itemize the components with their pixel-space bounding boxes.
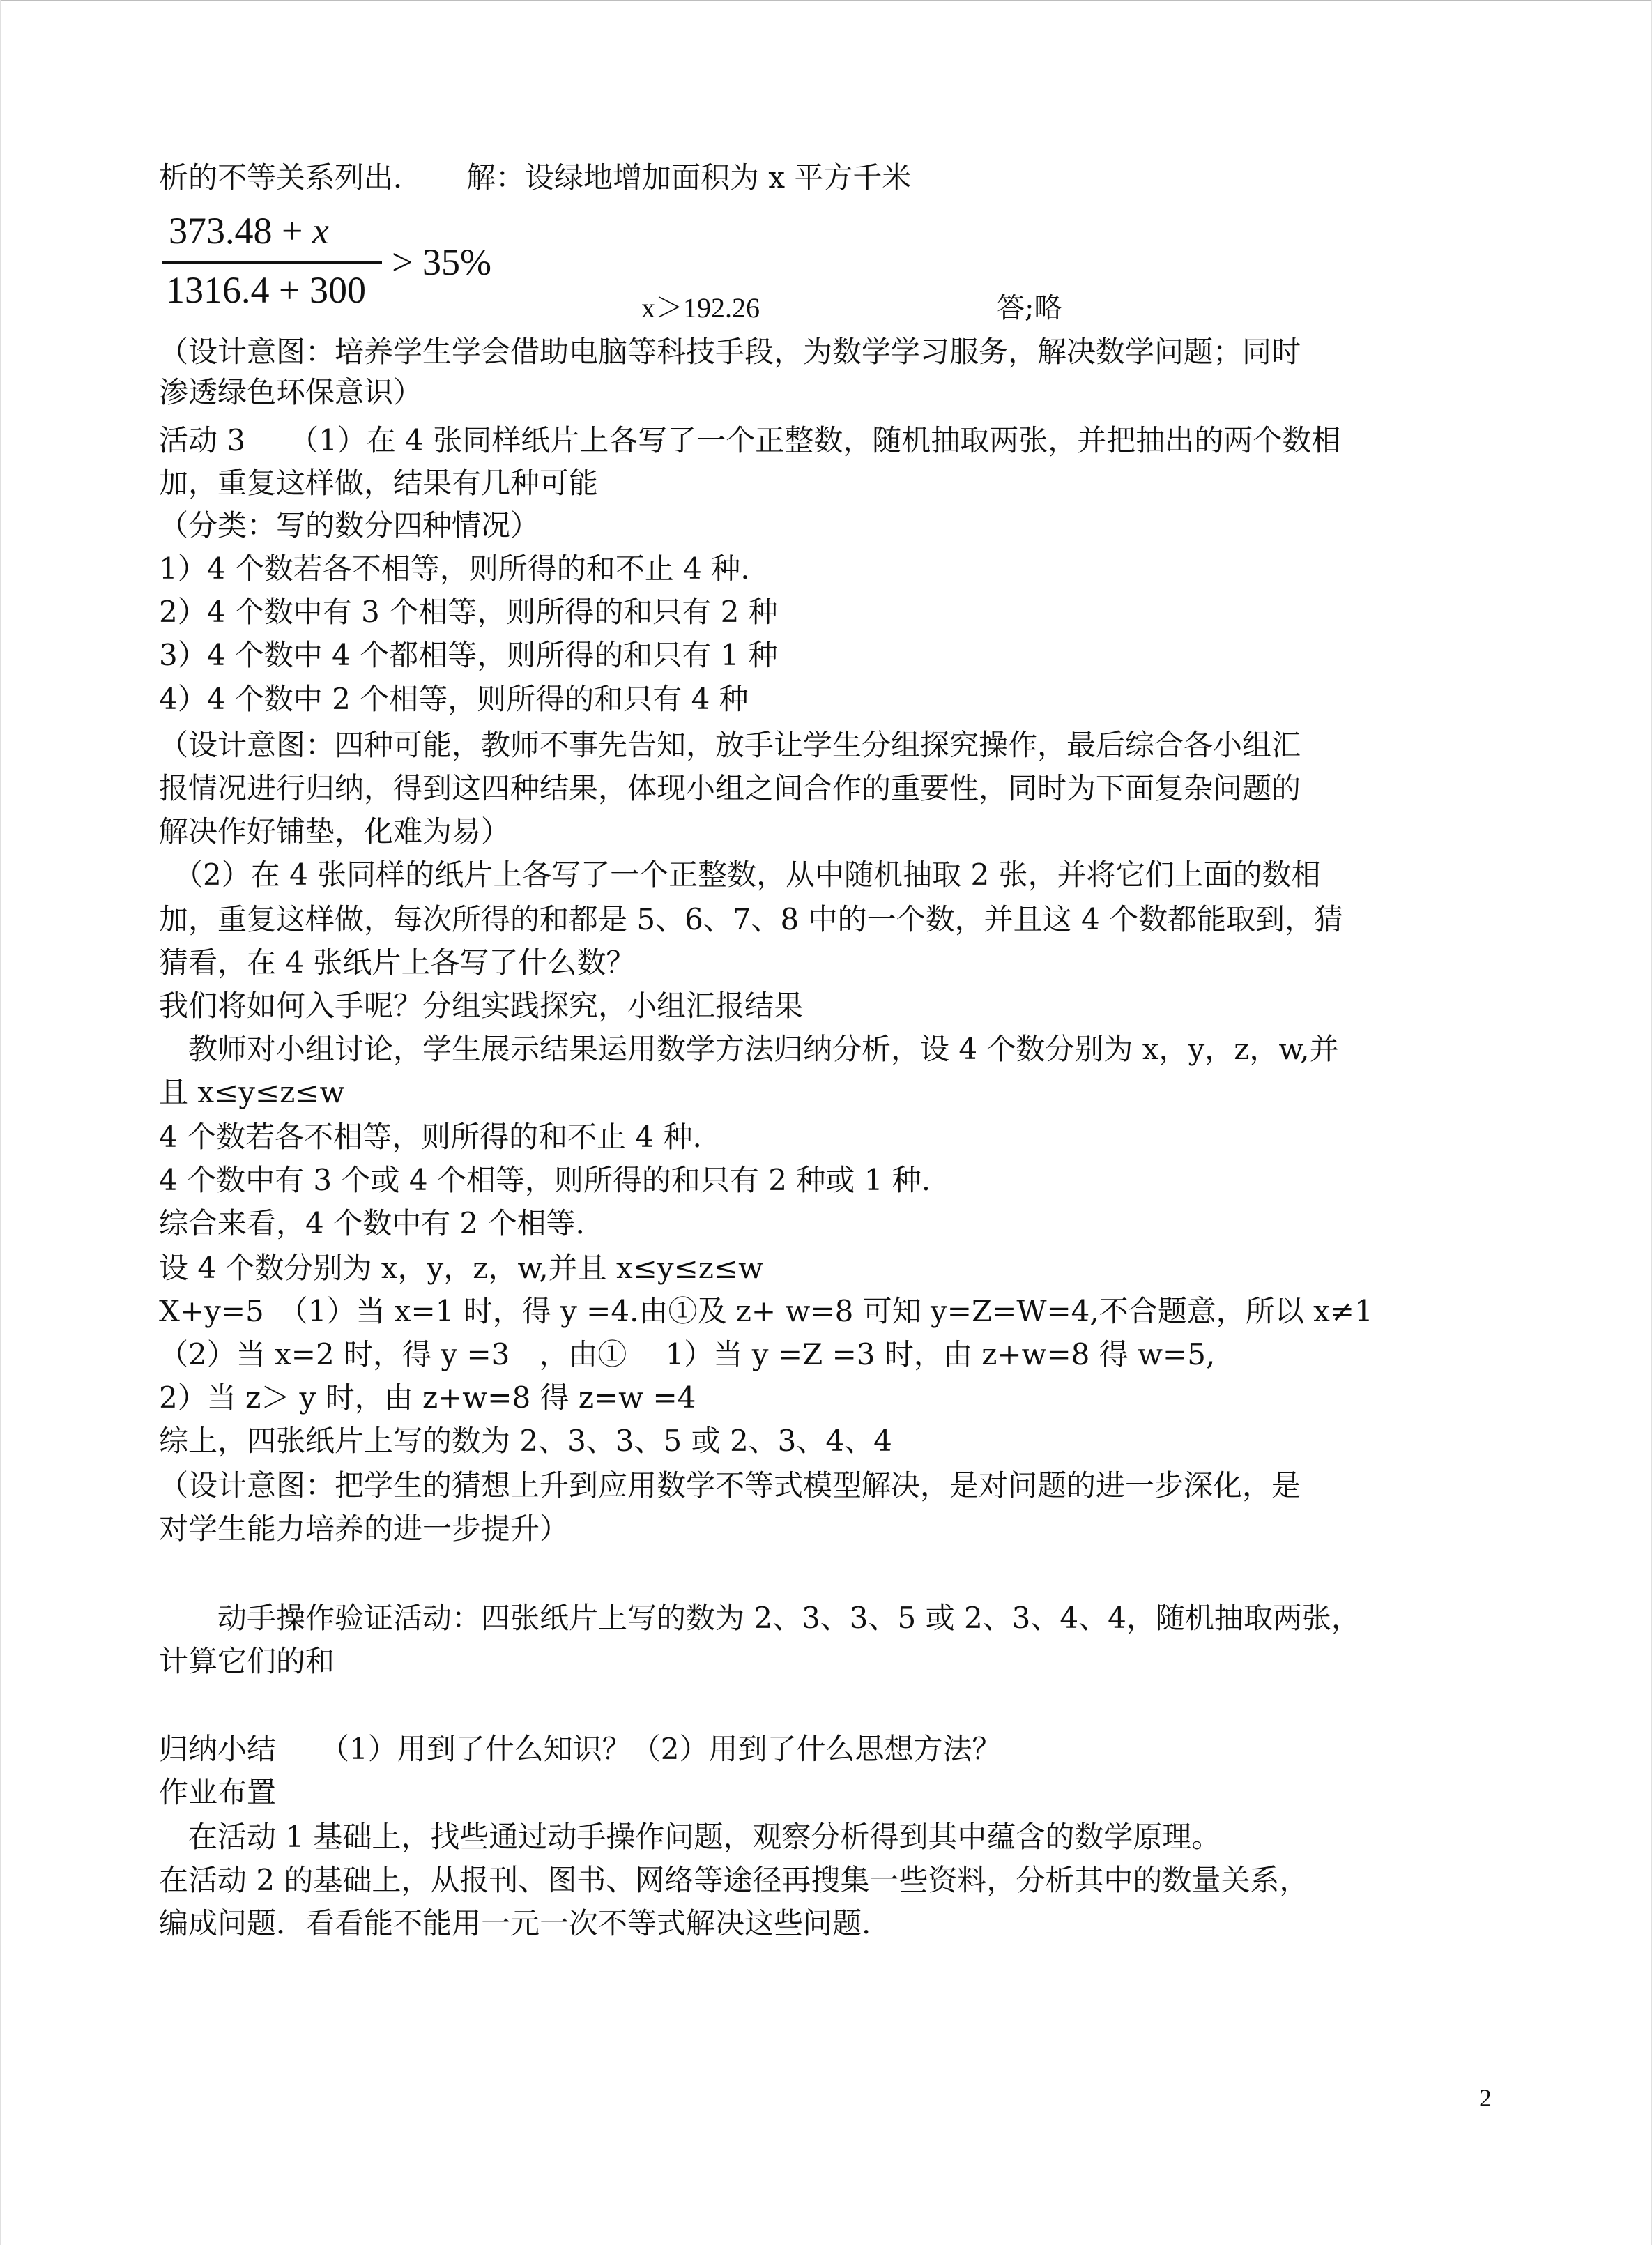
text-line: 归纳小结 （1）用到了什么知识？（2）用到了什么思想方法？ [159, 1732, 1002, 1766]
page-border-left [0, 0, 1, 2245]
text-line: 2）当 z＞ y 时，由 z+w=8 得 z=w =4 [159, 1380, 696, 1415]
formula-numerator: 373.48 + x [169, 210, 329, 252]
formula-variable: x [312, 210, 329, 252]
text-line: 对学生能力培养的进一步提升） [159, 1512, 569, 1546]
text-line: 1）4 个数若各不相等，则所得的和不止 4 种. [159, 551, 750, 586]
text-line: 综合来看，4 个数中有 2 个相等. [159, 1206, 585, 1240]
text-line: （设计意图：四种可能，教师不事先告知，放手让学生分组探究操作，最后综合各小组汇 [159, 728, 1301, 762]
text-line: 猜看，在 4 张纸片上各写了什么数？ [159, 945, 636, 980]
text-line: （2）在 4 张同样的纸片上各写了一个正整数，从中随机抽取 2 张，并将它们上面的数相 [159, 858, 1321, 892]
answer-note: 答;略 [997, 292, 1062, 324]
section-heading: 作业布置 [159, 1775, 277, 1809]
text-line: 加，重复这样做，结果有几种可能 [159, 466, 599, 500]
text-line: 编成问题．看看能不能用一元一次不等式解决这些问题. [159, 1906, 871, 1940]
text-line: （分类：写的数分四种情况） [159, 508, 540, 542]
text-line: 4 个数若各不相等，则所得的和不止 4 种. [159, 1120, 702, 1154]
text-line: 在活动 2 的基础上，从报刊、图书、网络等途径再搜集一些资料，分析其中的数量关系， [159, 1863, 1309, 1897]
text-line: 在活动 1 基础上，找些通过动手操作问题，观察分析得到其中蕴含的数学原理。 [159, 1820, 1221, 1854]
text-line: X+y=5 （1）当 x=1 时，得 y =4.由①及 z+ w=8 可知 y=Z=W=4,不合题意，所以 x≠1 [159, 1294, 1373, 1328]
text-line: 报情况进行归纳，得到这四种结果，体现小组之间合作的重要性，同时为下面复杂问题的 [159, 771, 1301, 805]
text-line: 4）4 个数中 2 个相等，则所得的和只有 4 种 [159, 682, 749, 716]
page-border-top [0, 0, 1652, 1]
text-line: 解决作好铺垫，化难为易） [159, 814, 511, 848]
inequality-result: x＞192.26 [641, 292, 760, 324]
fraction-bar [162, 261, 382, 264]
formula-rhs: > 35% [392, 241, 491, 283]
text-line: 综上，四张纸片上写的数为 2、3、3、5 或 2、3、4、4 [159, 1424, 892, 1458]
text-line: 活动 3 （1）在 4 张同样纸片上各写了一个正整数，随机抽取两张，并把抽出的两个数相 [159, 423, 1341, 457]
text-line: （设计意图：把学生的猜想上升到应用数学不等式模型解决，是对问题的进一步深化，是 [159, 1468, 1301, 1502]
text-line: 教师对小组讨论，学生展示结果运用数学方法归纳分析，设 4 个数分别为 x，y，z，w,并 [159, 1032, 1339, 1066]
text-line: 动手操作验证活动：四张纸片上写的数为 2、3、3、5 或 2、3、4、4，随机抽取两张， [159, 1601, 1361, 1635]
text-line: 计算它们的和 [159, 1644, 335, 1678]
text-line: 渗透绿色环保意识） [159, 375, 423, 409]
text-line: 析的不等关系列出． 解：设绿地增加面积为 x 平方千米 [159, 160, 912, 195]
text-line: 设 4 个数分别为 x，y，z，w,并且 x≤y≤z≤w [159, 1251, 764, 1285]
text-line: 且 x≤y≤z≤w [159, 1075, 345, 1109]
page-number: 2 [1479, 2084, 1492, 2112]
text-line: 我们将如何入手呢？分组实践探究，小组汇报结果 [159, 989, 804, 1023]
text-line: 3）4 个数中 4 个都相等，则所得的和只有 1 种 [159, 638, 778, 672]
text-line: 4 个数中有 3 个或 4 个相等，则所得的和只有 2 种或 1 种. [159, 1163, 931, 1197]
text-line: （2）当 x=2 时，得 y =3 ，由① 1）当 y =Z =3 时，由 z+w=8 得 w=5, [159, 1337, 1216, 1371]
text-line: 加，重复这样做，每次所得的和都是 5、6、7、8 中的一个数，并且这 4 个数都能取到，猜 [159, 902, 1344, 936]
text-line: 2）4 个数中有 3 个相等，则所得的和只有 2 种 [159, 595, 778, 629]
formula-denominator: 1316.4 + 300 [166, 269, 366, 311]
text-line: （设计意图：培养学生学会借助电脑等科技手段，为数学学习服务，解决数学问题；同时 [159, 335, 1301, 369]
